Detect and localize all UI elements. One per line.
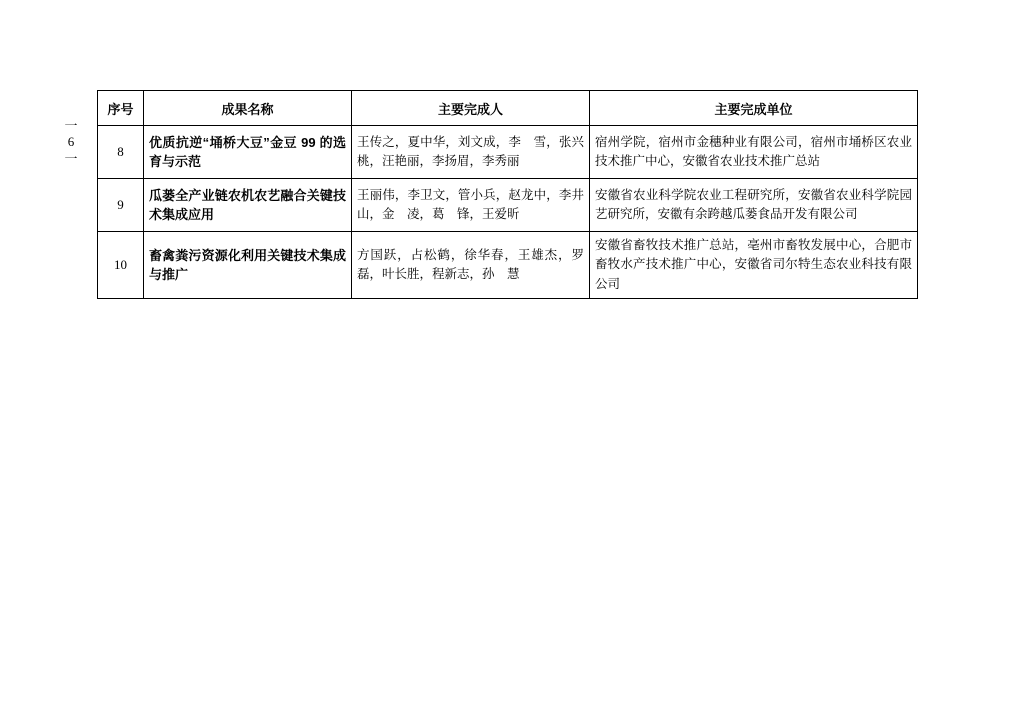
page-number-marker xyxy=(58,118,84,167)
cell-units: 宿州学院，宿州市金穗种业有限公司，宿州市埇桥区农业技术推广中心，安徽省农业技术推广总站 xyxy=(590,126,918,179)
column-header-no: 序号 xyxy=(98,91,144,126)
results-table xyxy=(97,90,918,299)
cell-name: 畜禽粪污资源化利用关键技术集成与推广 xyxy=(144,232,352,299)
cell-people: 方国跃，占松鹤，徐华春，王雄杰，罗 磊，叶长胜，程新志，孙 慧 xyxy=(352,232,590,299)
table-header-row xyxy=(98,91,918,126)
cell-name: 瓜蒌全产业链农机农艺融合关键技术集成应用 xyxy=(144,179,352,232)
table-row xyxy=(98,232,918,299)
cell-no: 9 xyxy=(98,179,144,232)
column-header-units: 主要完成单位 xyxy=(590,91,918,126)
cell-people: 王传之，夏中华，刘文成，李 雪，张兴桃，汪艳丽，李扬眉，李秀丽 xyxy=(352,126,590,179)
cell-units: 安徽省农业科学院农业工程研究所，安徽省农业科学院园艺研究所，安徽有余跨越瓜蒌食品开发有限公司 xyxy=(590,179,918,232)
cell-no: 10 xyxy=(98,232,144,299)
page-marker-char-2: 6 xyxy=(67,134,75,150)
page-marker-char-3: 一 xyxy=(64,150,78,166)
column-header-people: 主要完成人 xyxy=(352,91,590,126)
page-marker-char-1: 一 xyxy=(64,118,78,133)
table-row xyxy=(98,179,918,232)
cell-name: 优质抗逆“埇桥大豆”金豆 99 的选育与示范 xyxy=(144,126,352,179)
column-header-name: 成果名称 xyxy=(144,91,352,126)
cell-no: 8 xyxy=(98,126,144,179)
cell-people: 王丽伟，李卫文，管小兵，赵龙中，李井山，金 凌，葛 锋，王爱昕 xyxy=(352,179,590,232)
results-table-container xyxy=(97,90,917,299)
table-row xyxy=(98,126,918,179)
cell-units: 安徽省畜牧技术推广总站，亳州市畜牧发展中心，合肥市畜牧水产技术推广中心，安徽省司尔特生态农业科技有限公司 xyxy=(590,232,918,299)
